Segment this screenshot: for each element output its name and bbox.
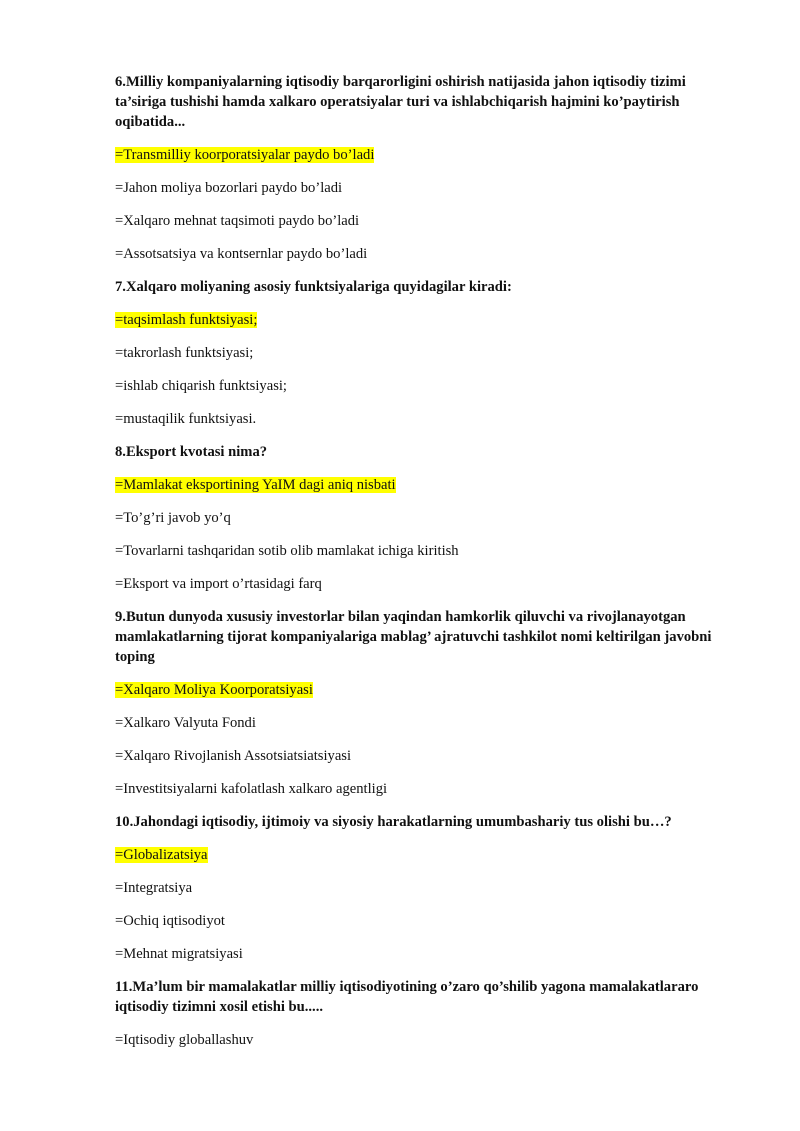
answer-6-b: =Jahon moliya bozorlari paydo bo’ladi <box>115 180 343 196</box>
answer-6-c: =Xalqaro mehnat taqsimoti paydo bo’ladi <box>115 213 360 229</box>
question-6-text: 6.Milliy kompaniyalarning iqtisodiy barqarorligini oshirish natijasida jahon iqtisodiy tizimi ta’siriga tushishi hamda xalkaro operatsiyalar turi va ishlabchiqarish hajmini ko’paytirish oqibatida... <box>115 74 686 130</box>
question-block-7 <box>115 277 727 429</box>
answer-8-c: =Tovarlarni tashqaridan sotib olib mamlakat ichiga kiritish <box>115 543 459 559</box>
question-9-text: 9.Butun dunyoda xususiy investorlar bilan yaqindan hamkorlik qiluvchi va rivojlanayotgan mamlakatlarning tijorat kompaniyalariga mablag’ ajratuvchi tashkilot nomi keltirilgan javobni toping <box>115 609 712 665</box>
answer-7-c: =ishlab chiqarish funktsiyasi; <box>115 378 287 394</box>
answer-9-d: =Investitsiyalarni kafolatlash xalkaro agentligi <box>115 781 388 797</box>
answer-6-a <box>115 145 727 165</box>
answer-10-b: =Integratsiya <box>115 880 193 896</box>
answer-9-b: =Xalkaro Valyuta Fondi <box>115 715 256 731</box>
answer-6-d: =Assotsatsiya va kontsernlar paydo bo’ladi <box>115 246 368 262</box>
answer-11-a: =Iqtisodiy globallashuv <box>115 1032 254 1048</box>
correct-answer-highlight: =taqsimlash funktsiyasi; <box>115 312 258 328</box>
answer-10-c: =Ochiq iqtisodiyot <box>115 913 225 929</box>
question-7-text: 7.Xalqaro moliyaning asosiy funktsiyalariga quyidagilar kiradi: <box>115 279 512 295</box>
question-11-text: 11.Ma’lum bir mamalakatlar milliy iqtisodiyotining o’zaro qo’shilib yagona mamalakatlararo iqtisodiy tizimni xosil etishi bu..... <box>115 979 699 1015</box>
answer-9-c: =Xalqaro Rivojlanish Assotsiatsiatsiyasi <box>115 748 352 764</box>
question-block-10 <box>115 812 727 964</box>
correct-answer-highlight: =Xalqaro Moliya Koorporatsiyasi <box>115 682 313 698</box>
question-block-8 <box>115 442 727 594</box>
answer-8-b: =To’g’ri javob yo’q <box>115 510 231 526</box>
correct-answer-highlight: =Globalizatsiya <box>115 847 208 863</box>
answer-8-d: =Eksport va import o’rtasidagi farq <box>115 576 322 592</box>
answer-7-b: =takrorlash funktsiyasi; <box>115 345 254 361</box>
answer-10-a <box>115 845 727 865</box>
answer-10-d: =Mehnat migratsiyasi <box>115 946 243 962</box>
question-10-text: 10.Jahondagi iqtisodiy, ijtimoiy va siyosiy harakatlarning umumbashariy tus olishi bu…? <box>115 814 672 830</box>
correct-answer-highlight: =Mamlakat eksportining YaIM dagi aniq nisbati <box>115 477 396 493</box>
question-block-6 <box>115 72 727 264</box>
answer-7-d: =mustaqilik funktsiyasi. <box>115 411 257 427</box>
document-page <box>115 72 727 1063</box>
correct-answer-highlight: =Transmilliy koorporatsiyalar paydo bo’ladi <box>115 147 375 163</box>
question-block-11 <box>115 977 727 1050</box>
answer-7-a <box>115 310 727 330</box>
question-8-text: 8.Eksport kvotasi nima? <box>115 444 268 460</box>
answer-9-a <box>115 680 727 700</box>
question-block-9 <box>115 607 727 799</box>
answer-8-a <box>115 475 727 495</box>
